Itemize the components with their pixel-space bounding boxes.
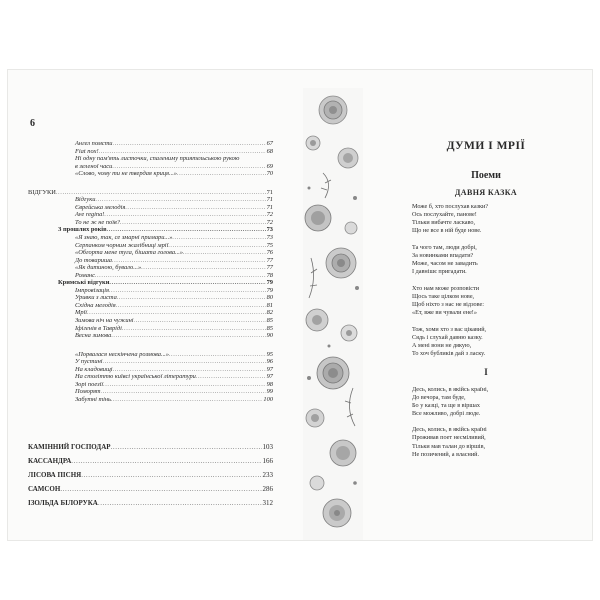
toc-entry[interactable] (28, 211, 273, 219)
toc-entry-title: Відгуки (75, 196, 96, 204)
poem-line: Ось послухайте, панове! (412, 211, 477, 219)
poem-line: Що не все в ній буде нове. (412, 227, 482, 235)
toc-leader-dots (104, 211, 265, 219)
toc-entry-title: Ні одну пам'ять листочки, спалениму приятельською рукою (75, 155, 240, 163)
poem-line: А мені вони не дякую, (412, 341, 472, 349)
poem-line: Тільки мав талан до віршів, (412, 442, 486, 450)
toc-entry-page: 95 (266, 350, 273, 358)
toc-entry-title: На кладовищі (75, 365, 113, 373)
toc-entry[interactable] (28, 196, 273, 204)
toc-leader-dots (125, 204, 265, 212)
toc-entry-page: 80 (266, 294, 273, 302)
work-entry[interactable] (28, 496, 273, 510)
toc-entry-page: 77 (266, 256, 273, 264)
toc-entry[interactable] (28, 373, 273, 381)
toc-entry[interactable] (28, 302, 273, 310)
toc-leader-dots (56, 189, 266, 197)
toc-entry-page: 71 (266, 196, 273, 204)
toc-entry-title: До товариша (75, 256, 113, 264)
toc-entry-title: Зимова ніч на чужині (75, 317, 134, 325)
poem-line: Та чого там, люди добрі, (412, 243, 477, 251)
page-number: 6 (30, 118, 35, 129)
poem-part-intro (412, 203, 582, 358)
toc-leader-dots (111, 396, 262, 404)
toc-entry-page: 70 (266, 170, 273, 178)
toc-entry-page: 67 (266, 140, 273, 147)
toc-entry-page: 81 (266, 301, 273, 309)
toc-leader-dots (172, 234, 265, 242)
toc-leader-dots (98, 496, 262, 510)
toc-entry-page: 68 (266, 147, 273, 155)
toc-entry[interactable] (28, 294, 273, 302)
poem-line: Все можливо, добрі люде. (412, 409, 481, 417)
toc-entry-title: Кримські відгуки (58, 279, 110, 287)
toc-entry-title: «Як дитиною, бувало...» (75, 264, 142, 272)
work-title: ЛІСОВА ПІСНЯ (28, 471, 82, 479)
toc-entry-title: Поморят (75, 388, 101, 396)
toc-leader-dots (87, 309, 266, 317)
toc-leader-dots (111, 332, 265, 340)
toc-entry-page: 96 (266, 358, 273, 366)
toc-gap (28, 178, 273, 189)
right-page (390, 140, 582, 467)
poem-line: Тож, хоми хто з вас цікавий, (412, 325, 487, 333)
toc-entry-title: Ангел помсти (75, 140, 113, 147)
toc-entry-page: 77 (266, 264, 273, 272)
toc-entry-page: 98 (266, 380, 273, 388)
chapter-number: І (484, 366, 488, 377)
floral-decoration-strip (303, 88, 363, 540)
toc-leader-dots (134, 317, 266, 325)
poem-line: Десь, колись, в якійсь країні (412, 426, 487, 434)
poem-part-one (412, 386, 582, 459)
toc-leader-dots (112, 163, 265, 171)
toc-entry[interactable] (28, 204, 273, 212)
toc-entry[interactable] (28, 140, 273, 148)
toc-entry[interactable] (28, 148, 273, 156)
toc-entry-title: Серпанком чорним жалібниці мрії (75, 241, 169, 249)
stanza (412, 285, 582, 317)
work-page: 166 (262, 457, 273, 465)
stanza (412, 386, 582, 418)
work-title: КАМІННИЙ ГОСПОДАР (28, 443, 111, 451)
poem-line: Не позичений, а власний. (412, 450, 480, 458)
toc-entry-title: Ave regina! (75, 211, 105, 219)
stanza (412, 203, 582, 235)
poem-line: Десь, колись, в якійсь країні, (412, 385, 489, 393)
toc-leader-dots (169, 351, 266, 359)
work-title: КАССАНДРА (28, 457, 72, 465)
work-title: САМСОН (28, 485, 61, 493)
toc-entry[interactable] (28, 155, 273, 163)
toc-entry[interactable] (28, 163, 273, 171)
toc-leader-dots (99, 148, 266, 156)
toc-entry-title: Єврейська мелодія (75, 203, 126, 211)
poem-line: Бо у казці, та ще в віршах (412, 401, 480, 409)
toc-entry[interactable] (28, 325, 273, 333)
poem-line: Може б, хто послухав казки? (412, 203, 489, 210)
section-subtitle: Поеми (471, 170, 501, 181)
toc-entry-title: Романс (75, 271, 95, 279)
toc-entry[interactable] (28, 264, 273, 272)
poem-line: Проживав поет несміливий, (412, 434, 486, 442)
toc-entry[interactable] (28, 351, 273, 359)
stanza (412, 244, 582, 276)
toc-entry-title: ВІДГУКИ (28, 188, 56, 196)
poem-line: За новинками впадати? (412, 251, 474, 259)
toc-leader-dots (103, 358, 266, 366)
stanza (412, 426, 582, 458)
toc-entry[interactable] (28, 332, 273, 340)
toc-entry-title: Зорі поезії (75, 380, 104, 388)
toc-entry[interactable] (28, 170, 273, 178)
toc-entry[interactable] (28, 242, 273, 250)
toc-entry-page: 73 (266, 226, 273, 234)
toc-leader-dots (81, 468, 261, 482)
toc-leader-dots (196, 373, 266, 381)
toc-gap (28, 340, 273, 351)
poem-line: То хоч бубликів дай з ласку. (412, 349, 486, 357)
toc-entry[interactable] (28, 317, 273, 325)
toc-entry[interactable] (28, 234, 273, 242)
toc-entry-page: 78 (266, 271, 273, 279)
toc-entry[interactable] (28, 219, 273, 227)
work-page: 233 (262, 471, 273, 479)
toc-entry-page: 97 (266, 373, 273, 381)
toc-leader-dots (120, 219, 266, 227)
work-entry[interactable] (28, 468, 273, 482)
work-page: 312 (262, 499, 273, 507)
toc-leader-dots (109, 287, 266, 295)
toc-entry-title: На століттю київсі української літератури (75, 373, 196, 381)
toc-entry-page: 72 (266, 218, 273, 226)
toc-leader-dots (116, 302, 266, 310)
toc-entry-title: Весна зимова (75, 332, 112, 340)
toc-entry-page: 79 (266, 286, 273, 294)
toc-leader-dots (103, 381, 265, 389)
toc-entry-page: 85 (266, 317, 273, 325)
toc-entry-page: 71 (266, 188, 273, 196)
toc-entry-page: 72 (266, 211, 273, 219)
toc-entry-page: 76 (266, 249, 273, 257)
toc-entry-title: «Я знаю, так, се змарні примари...» (75, 234, 173, 242)
work-title: ІЗОЛЬДА БІЛОРУКА (28, 499, 98, 507)
toc-entry[interactable] (28, 189, 273, 197)
toc-leader-dots (177, 170, 266, 178)
work-entry[interactable] (28, 440, 273, 454)
toc-entry-title: У пустині (75, 358, 103, 366)
toc-entry-page: 99 (266, 388, 273, 396)
toc-entry[interactable] (28, 257, 273, 265)
toc-entry-title: в зеленої часи (75, 162, 113, 170)
stanza (412, 326, 582, 358)
floral-pattern-icon (303, 88, 363, 540)
poem-title: ДАВНЯ КАЗКА (454, 188, 518, 197)
table-of-contents (28, 140, 273, 404)
toc-entry-page: 85 (266, 324, 273, 332)
toc-entry-title: «Слово, чому ти не твердая криця...» (75, 170, 177, 178)
poem-line: Сядь і слухай давню казку. (412, 333, 483, 341)
toc-entry-title: Імпровізація (75, 286, 109, 294)
toc-leader-dots (113, 366, 266, 374)
work-entry[interactable] (28, 454, 273, 468)
toc-entry[interactable] (28, 388, 273, 396)
toc-entry-page: 100 (263, 395, 273, 403)
toc-leader-dots (95, 272, 266, 280)
toc-entry-title: Забутні тінь (75, 395, 111, 403)
toc-entry-title: Іфігенія в Тавріді (75, 324, 122, 332)
toc-leader-dots (109, 279, 265, 287)
toc-entry-page: 82 (266, 309, 273, 317)
work-entry[interactable] (28, 482, 273, 496)
toc-entry[interactable] (28, 272, 273, 280)
toc-entry[interactable] (28, 381, 273, 389)
toc-leader-dots (168, 242, 265, 250)
work-page: 103 (262, 443, 273, 451)
toc-entry[interactable] (28, 226, 273, 234)
toc-entry-page: 69 (266, 162, 273, 170)
toc-leader-dots (60, 482, 261, 496)
toc-entry[interactable] (28, 366, 273, 374)
poem-line: І давнішє пригадати. (412, 268, 467, 276)
toc-entry-title: Східна мелодія (75, 301, 116, 309)
poem-line: Може, часом не завадить (412, 260, 478, 268)
toc-entry-page: 75 (266, 241, 273, 249)
toc-entry[interactable] (28, 279, 273, 287)
works-list (28, 440, 273, 510)
toc-entry-title: Уривки з листа (75, 294, 117, 302)
work-page: 286 (262, 485, 273, 493)
toc-entry-title: То не ж не поїв? (75, 218, 121, 226)
toc-entry-title: Мрії (75, 309, 88, 317)
poem-line: Щось таке цілком нове, (412, 292, 475, 300)
toc-entry-title: Fiat nox! (75, 147, 99, 155)
toc-leader-dots (117, 294, 266, 302)
toc-leader-dots (183, 249, 266, 257)
toc-entry-title: «Порвалася нескінчена розмова...» (75, 350, 169, 358)
toc-leader-dots (122, 325, 266, 333)
toc-entry-page: 71 (266, 203, 273, 211)
toc-entry[interactable] (28, 249, 273, 257)
toc-entry[interactable] (28, 309, 273, 317)
toc-leader-dots (101, 388, 266, 396)
poem-line: Хто нам може розповісти (412, 284, 480, 292)
toc-entry[interactable] (28, 358, 273, 366)
poem-line: «Ет, вже ви чували ене!» (412, 309, 477, 317)
toc-entry-page: 97 (266, 365, 273, 373)
toc-entry-page: 90 (266, 332, 273, 340)
toc-entry-page: 79 (266, 279, 273, 287)
toc-leader-dots (107, 226, 266, 234)
toc-leader-dots (141, 264, 265, 272)
poem-line: Тільки вибачте ласкаво, (412, 219, 476, 227)
toc-leader-dots (95, 196, 265, 204)
toc-leader-dots (113, 140, 266, 148)
toc-leader-dots (71, 454, 261, 468)
toc-entry-title: «Обгорта мене туга, бішата голова...» (75, 249, 184, 257)
toc-entry[interactable] (28, 287, 273, 295)
toc-leader-dots (112, 257, 266, 265)
toc-entry[interactable] (28, 396, 273, 404)
section-title: ДУМИ І МРІЇ (446, 140, 526, 152)
toc-entry-title: З прошлих років (58, 226, 107, 234)
poem-line: До вечора, там буде, (412, 393, 466, 401)
toc-leader-dots (111, 440, 262, 454)
poem-line: Щоб ніхто з нас не відзове: (412, 300, 484, 308)
toc-entry-page: 73 (266, 234, 273, 242)
